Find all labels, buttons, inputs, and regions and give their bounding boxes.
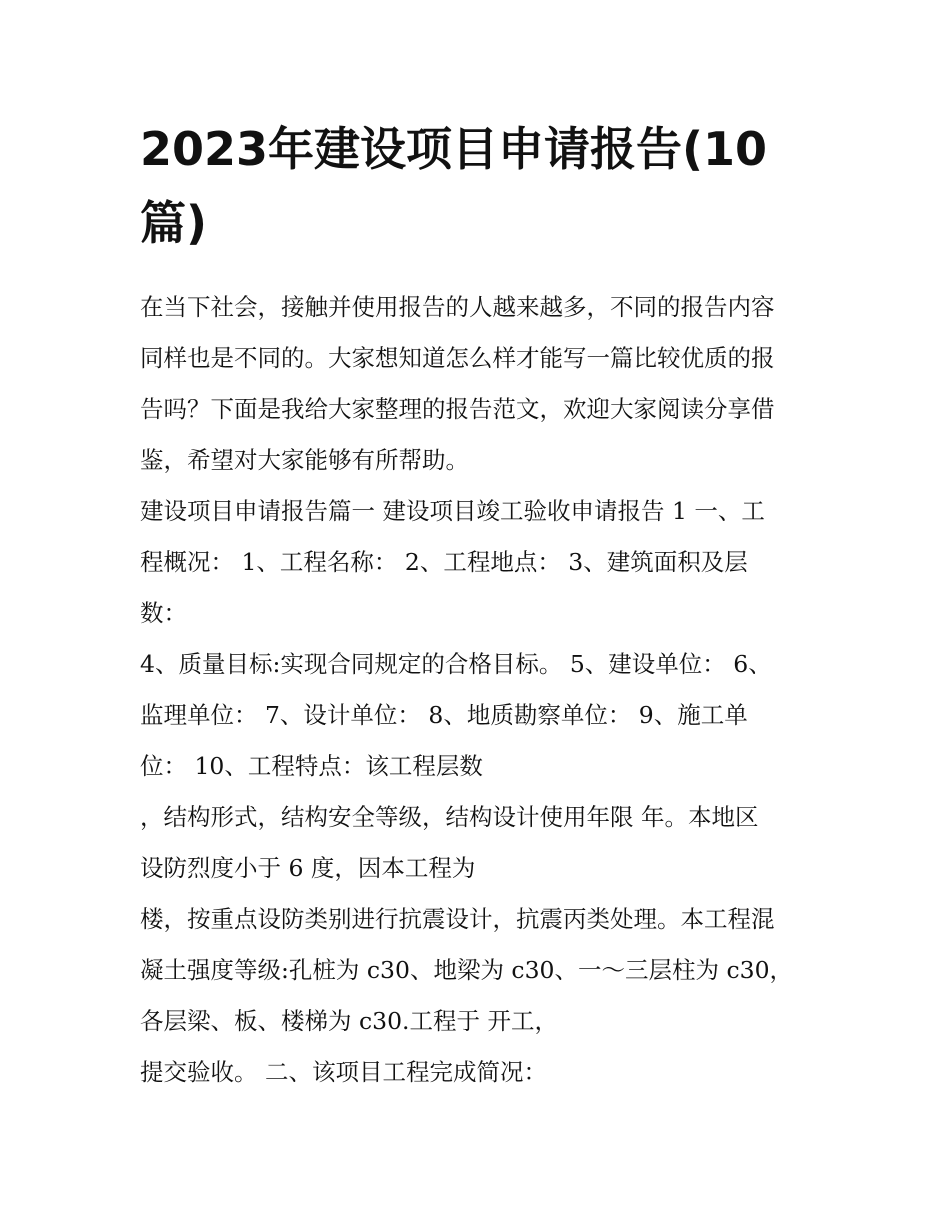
text-line: 建设项目申请报告篇一 建设项目竣工验收申请报告 1 一、工 [140,497,765,525]
text-line: 程概况： 1、工程名称： 2、工程地点： 3、建筑面积及层 [140,548,748,576]
text-line: 告吗？下面是我给大家整理的报告范文，欢迎大家阅读分享借 [140,395,775,423]
text-line: 在当下社会，接触并使用报告的人越来越多，不同的报告内容 [140,293,775,321]
text-line: ，结构形式，结构安全等级，结构设计使用年限 年。本地区 [140,803,759,831]
text-line: 楼，按重点设防类别进行抗震设计，抗震丙类处理。本工程混 [140,905,775,933]
document-page [140,112,820,1098]
text-line: 4、质量目标:实现合同规定的合格目标。 5、建设单位： 6、 [140,650,772,678]
body-text [140,486,820,1098]
text-line: 各层梁、板、楼梯为 c30.工程于 开工， [140,1007,558,1035]
title-line-1: 2023年建设项目申请报告(10 [140,122,768,176]
document-title [140,112,820,260]
text-line: 监理单位： 7、设计单位： 8、地质勘察单位： 9、施工单 [140,701,748,729]
text-line: 凝土强度等级:孔桩为 c30、地梁为 c30、一～三层柱为 c30， [140,956,794,984]
text-line: 设防烈度小于 6 度，因本工程为 [140,854,476,882]
text-line: 位： 10、工程特点：该工程层数 [140,752,483,780]
text-line: 数： [140,599,187,627]
title-line-2: 篇) [140,196,208,250]
intro-paragraph [140,282,820,486]
text-line: 鉴，希望对大家能够有所帮助。 [140,446,469,474]
text-line: 提交验收。 二、该项目工程完成简况： [140,1058,547,1086]
text-line: 同样也是不同的。大家想知道怎么样才能写一篇比较优质的报 [140,344,775,372]
